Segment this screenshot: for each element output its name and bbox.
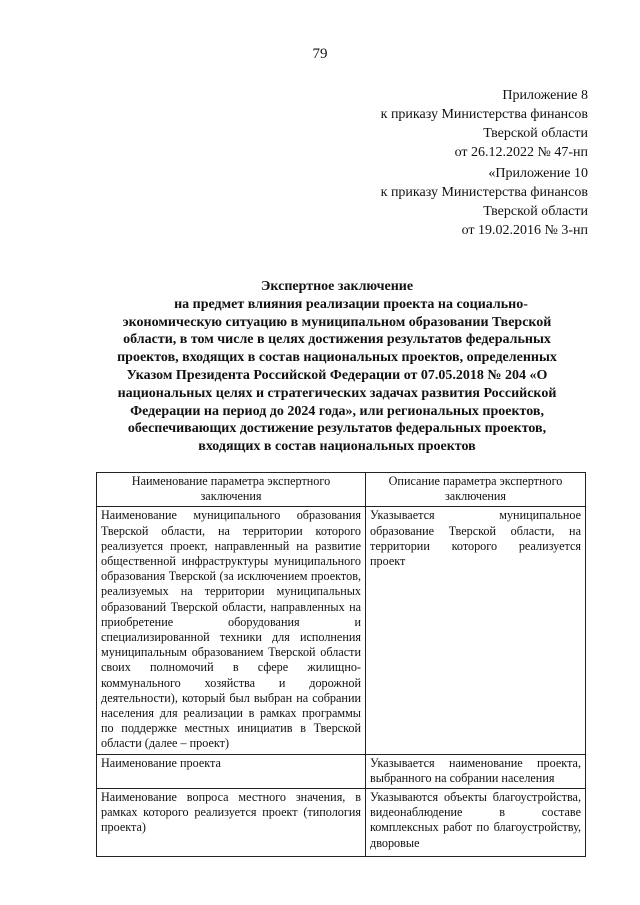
page-number: 79	[312, 46, 328, 62]
appendix-reference-current	[381, 86, 588, 162]
table-header-row	[97, 473, 586, 507]
table-row	[97, 754, 586, 788]
title-line: Федерации на период до 2024 года», или региональных проектов,	[130, 403, 544, 419]
title-line: обеспечивающих достижение результатов федеральных проектов,	[127, 421, 547, 437]
appendix-line: «Приложение 10	[488, 166, 588, 181]
parameter-description-cell: Указывается муниципальное образование Тверской области, на территории которого реализуется проект	[366, 507, 586, 754]
title-line: Экспертное заключение	[260, 279, 414, 294]
appendix-line: от 26.12.2022 № 47-нп	[454, 145, 588, 160]
title-line: экономическую ситуацию в муниципальном образовании Тверской	[122, 314, 552, 330]
appendix-line: Тверской области	[483, 126, 588, 141]
appendix-reference-original	[381, 164, 588, 240]
appendix-line: к приказу Министерства финансов	[380, 107, 588, 122]
title-line: национальных целях и стратегических задачах развития Российской	[117, 385, 557, 401]
title-line: на предмет влияния реализации проекта на социально-	[174, 296, 528, 312]
table-row	[97, 789, 586, 857]
appendix-line: от 19.02.2016 № 3-нп	[461, 223, 588, 238]
title-line: Указом Президента Российской Федерации от 07.05.2018 № 204 «О	[126, 367, 548, 383]
parameter-name-cell: Наименование вопроса местного значения, в рамках которого реализуется проект (типология проекта)	[97, 789, 366, 857]
table-row	[97, 507, 586, 754]
parameter-name-cell: Наименование проекта	[97, 754, 366, 788]
appendix-line: Приложение 8	[502, 88, 588, 103]
appendix-line: Тверской области	[483, 204, 588, 219]
expert-parameters-table	[96, 472, 586, 857]
title-line: проектов, входящих в состав национальных проектов, определенных	[117, 350, 557, 366]
document-title	[96, 278, 578, 456]
parameter-description-text: Указываются объекты благоустройства, видеонаблюдение в составе комплексных работ по благоустройству, дворовые	[370, 790, 581, 850]
column-header-parameter-description: Описание параметра экспертного заключения	[366, 473, 586, 507]
parameter-description-cell: Указывается наименование проекта, выбранного на собрании населения	[366, 754, 586, 788]
column-header-parameter-name: Наименование параметра экспертного заключения	[97, 473, 366, 507]
title-line: входящих в состав национальных проектов	[198, 439, 476, 455]
title-line: области, в том числе в целях достижения результатов федеральных	[123, 332, 551, 348]
parameter-description-cell	[366, 789, 586, 857]
appendix-line: к приказу Министерства финансов	[380, 185, 588, 200]
parameter-name-cell: Наименование муниципального образования Тверской области, на территории которого реализуется проект, направленный на развитие общественной инфраструктуры муниципального образования Тверской (за исключением проектов, реализуемых на территории муниципальных образований Тверской области, направленных на приобретение оборудования и специализированной техники для исполнения муниципальным образованием Тверской области своих полномочий в сфере жилищно-коммунального хозяйства и дорожной деятельности), который был выбран на собрании населения для реализации в рамках программы по поддержке местных инициатив в Тверской области (далее – проект)	[97, 507, 366, 754]
